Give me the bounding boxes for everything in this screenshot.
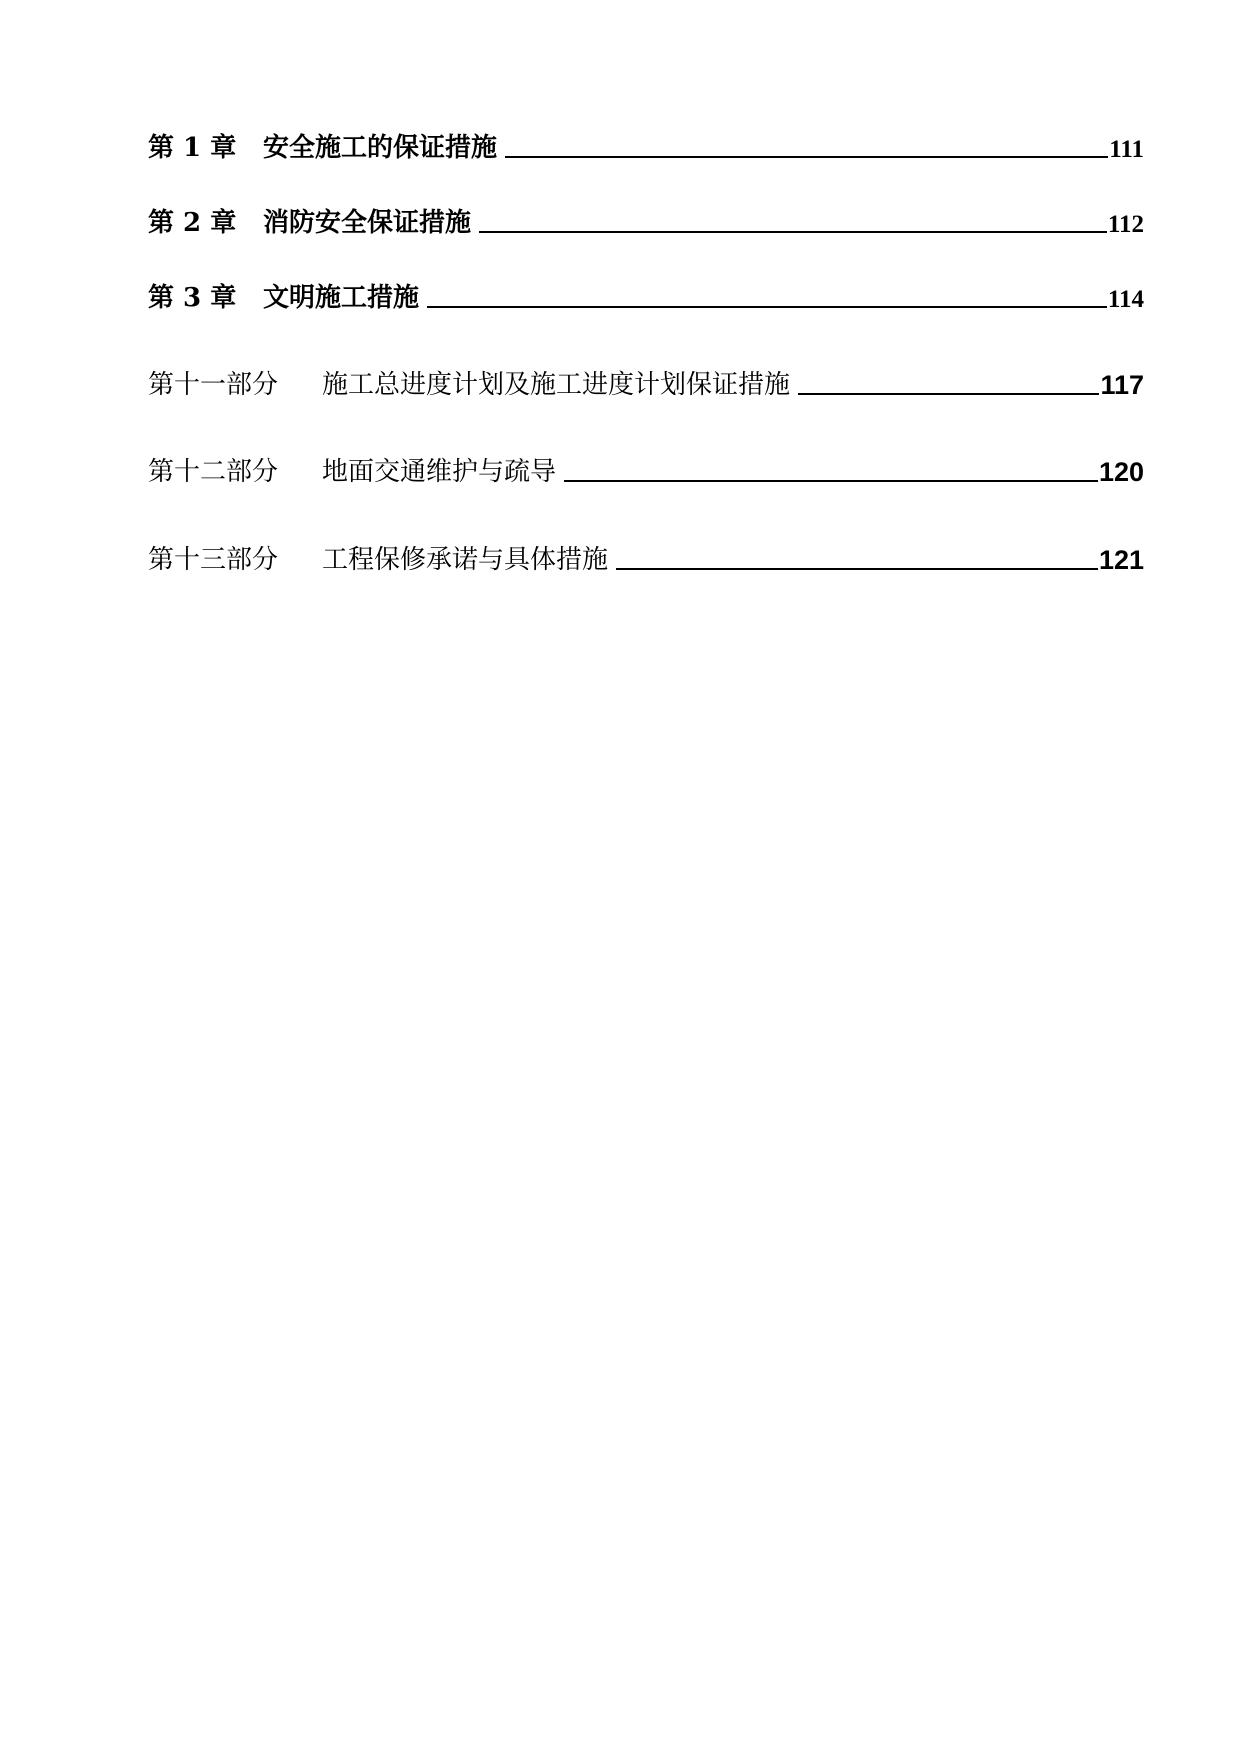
toc-entry-page: 114 (1107, 286, 1144, 313)
toc-leader-line (479, 231, 1107, 233)
toc-leader-line (616, 568, 1098, 570)
toc-entry-part-12[interactable] (148, 452, 1144, 488)
toc-entry-chapter-3[interactable] (148, 278, 1144, 314)
toc-entry-title: 工程保修承诺与具体措施 (322, 545, 609, 575)
toc-entry-title: 文明施工措施 (263, 283, 420, 313)
toc-entry-page: 112 (1107, 211, 1144, 238)
toc-entry-number: 第 2 章 (148, 208, 237, 238)
toc-entry-chapter-1[interactable] (148, 128, 1144, 164)
toc-entry-page: 117 (1100, 370, 1144, 400)
toc-leader-line (427, 306, 1107, 308)
toc-entry-part-13[interactable] (148, 540, 1144, 576)
toc-entry-chapter-2[interactable] (148, 203, 1144, 239)
toc-entry-title: 安全施工的保证措施 (263, 133, 498, 163)
toc-entry-number: 第十二部分 (148, 457, 279, 487)
toc-entry-page: 121 (1098, 545, 1144, 575)
toc-leader-line (505, 156, 1108, 158)
toc-entry-number: 第 1 章 (148, 133, 237, 163)
toc-entry-part-11[interactable] (148, 365, 1144, 401)
toc-entry-title: 施工总进度计划及施工进度计划保证措施 (322, 370, 791, 400)
toc-entry-number: 第十三部分 (148, 545, 279, 575)
toc-leader-line (564, 480, 1098, 482)
toc-entry-number: 第十一部分 (148, 370, 279, 400)
toc-entry-page: 120 (1098, 457, 1144, 487)
toc-entry-page: 111 (1109, 136, 1144, 163)
toc-entry-title: 地面交通维护与疏导 (322, 457, 557, 487)
toc-entry-number: 第 3 章 (148, 283, 237, 313)
toc-entry-title: 消防安全保证措施 (263, 208, 472, 238)
toc-leader-line (798, 393, 1099, 395)
